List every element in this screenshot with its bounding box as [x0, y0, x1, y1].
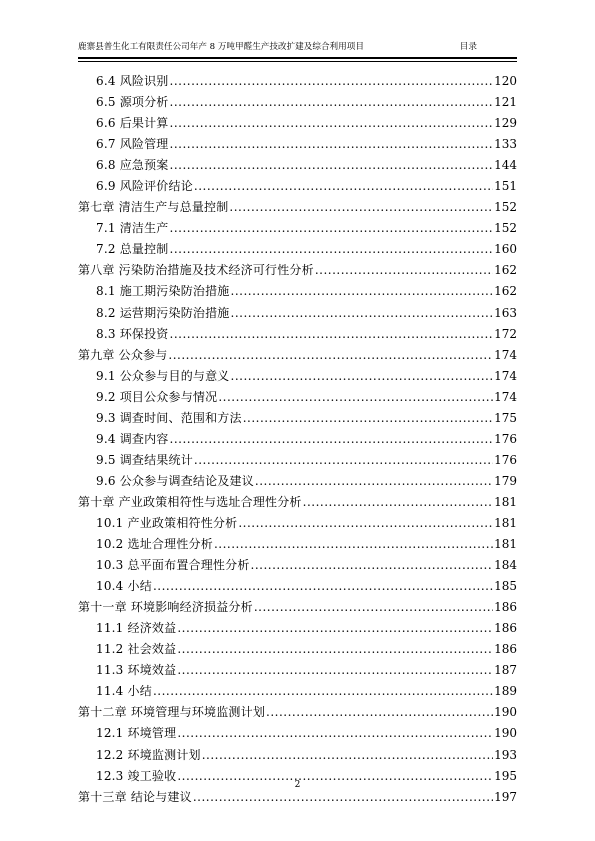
toc-entry-label: 10.3 总平面布置合理性分析 [96, 558, 250, 573]
document-title: 鹿寨县普生化工有限责任公司年产 8 万吨甲醛生产技改扩建及综合利用项目 [78, 42, 364, 52]
toc-section-entry[interactable] [78, 134, 517, 155]
toc-dot-leader [170, 155, 494, 176]
page-number: 2 [294, 780, 301, 790]
toc-entry-label: 10.4 小结 [96, 579, 152, 594]
toc-entry-label: 10.2 选址合理性分析 [96, 537, 213, 552]
toc-entry-page: 174 [494, 389, 517, 404]
toc-entry-label: 第十二章 环境管理与环境监测计划 [78, 705, 266, 720]
toc-section-entry[interactable] [78, 387, 517, 408]
toc-entry-page: 176 [494, 452, 517, 467]
toc-dot-leader [170, 239, 494, 260]
toc-entry-label: 6.9 风险评价结论 [96, 179, 193, 194]
toc-entry-page: 186 [494, 600, 517, 615]
toc-entry-page: 190 [494, 726, 517, 741]
toc-entry-page: 176 [494, 431, 517, 446]
toc-dot-leader [170, 324, 494, 345]
toc-entry-label: 11.2 社会效益 [96, 642, 177, 657]
toc-entry-page: 190 [494, 705, 517, 720]
toc-entry-label: 8.1 施工期污染防治措施 [96, 284, 230, 299]
toc-entry-page: 189 [494, 684, 517, 699]
toc-entry-label: 7.2 总量控制 [96, 242, 169, 257]
toc-section-entry[interactable] [78, 366, 517, 387]
toc-section-entry[interactable] [78, 745, 517, 766]
toc-entry-label: 第八章 污染防治措施及技术经济可行性分析 [78, 263, 314, 278]
toc-entry-label: 9.1 公众参与目的与意义 [96, 368, 230, 383]
toc-dot-leader [170, 71, 494, 92]
toc-dot-leader [194, 176, 493, 197]
toc-chapter-entry[interactable] [78, 345, 517, 366]
toc-section-entry[interactable] [78, 71, 517, 92]
toc-entry-label: 9.3 调查时间、范围和方法 [96, 410, 242, 425]
toc-dot-leader [243, 408, 493, 429]
toc-entry-label: 9.4 调查内容 [96, 431, 169, 446]
toc-dot-leader [177, 639, 493, 660]
header-rule-thin [78, 61, 517, 62]
toc-dot-leader [229, 197, 493, 218]
toc-entry-page: 162 [494, 284, 517, 299]
toc-entry-page: 163 [494, 305, 517, 320]
toc-dot-leader [231, 281, 494, 302]
toc-section-entry[interactable] [78, 576, 517, 597]
toc-dot-leader [194, 450, 493, 471]
toc-entry-label: 7.1 清洁生产 [96, 221, 169, 236]
toc-section-entry[interactable] [78, 155, 517, 176]
toc-section-entry[interactable] [78, 513, 517, 534]
toc-dot-leader [254, 597, 493, 618]
toc-entry-page: 179 [494, 473, 517, 488]
toc-entry-page: 185 [494, 579, 517, 594]
toc-dot-leader [214, 534, 493, 555]
toc-dot-leader [170, 429, 494, 450]
toc-entry-label: 第七章 清洁生产与总量控制 [78, 200, 229, 215]
toc-entry-label: 6.7 风险管理 [96, 137, 169, 152]
toc-entry-label: 第十三章 结论与建议 [78, 789, 192, 804]
toc-entry-page: 193 [494, 747, 517, 762]
toc-section-entry[interactable] [78, 555, 517, 576]
toc-entry-page: 186 [494, 642, 517, 657]
toc-dot-leader [231, 303, 494, 324]
toc-section-entry[interactable] [78, 471, 517, 492]
toc-dot-leader [177, 660, 493, 681]
toc-entry-page: 174 [494, 347, 517, 362]
toc-entry-label: 第十一章 环境影响经济损益分析 [78, 600, 253, 615]
toc-dot-leader [251, 555, 494, 576]
toc-section-entry[interactable] [78, 681, 517, 702]
toc-dot-leader [170, 92, 494, 113]
toc-section-entry[interactable] [78, 324, 517, 345]
toc-entry-label: 9.6 公众参与调查结论及建议 [96, 473, 254, 488]
section-label: 目录 [459, 42, 477, 52]
toc-dot-leader [218, 387, 493, 408]
toc-entry-page: 129 [494, 116, 517, 131]
toc-entry-label: 12.2 环境监测计划 [96, 747, 201, 762]
toc-entry-page: 120 [494, 74, 517, 88]
toc-dot-leader [315, 260, 493, 281]
toc-dot-leader [202, 745, 493, 766]
toc-entry-label: 6.4 风险识别 [96, 74, 169, 88]
toc-section-entry[interactable] [78, 723, 517, 744]
toc-section-entry[interactable] [78, 639, 517, 660]
toc-entry-label: 10.1 产业政策相符性分析 [96, 515, 238, 530]
toc-dot-leader [168, 345, 493, 366]
table-of-contents [78, 71, 517, 808]
toc-entry-label: 9.2 项目公众参与情况 [96, 389, 218, 404]
toc-entry-label: 12.3 竣工验收 [96, 768, 177, 783]
toc-chapter-entry[interactable] [78, 597, 517, 618]
toc-entry-page: 174 [494, 368, 517, 383]
toc-entry-page: 121 [494, 95, 517, 110]
toc-entry-page: 172 [494, 326, 517, 341]
toc-dot-leader [177, 723, 493, 744]
toc-section-entry[interactable] [78, 450, 517, 471]
toc-section-entry[interactable] [78, 303, 517, 324]
toc-entry-page: 152 [494, 200, 517, 215]
toc-entry-page: 181 [494, 515, 517, 530]
toc-dot-leader [266, 702, 493, 723]
toc-entry-page: 144 [494, 158, 517, 173]
toc-entry-page: 181 [494, 537, 517, 552]
toc-entry-page: 160 [494, 242, 517, 257]
toc-entry-page: 184 [494, 558, 517, 573]
toc-chapter-entry[interactable] [78, 702, 517, 723]
toc-entry-page: 197 [494, 789, 517, 804]
toc-dot-leader [170, 134, 494, 155]
toc-dot-leader [153, 681, 493, 702]
toc-entry-label: 6.6 后果计算 [96, 116, 169, 131]
toc-entry-label: 第十章 产业政策相符性与选址合理性分析 [78, 494, 302, 509]
toc-entry-page: 186 [494, 621, 517, 636]
toc-section-entry[interactable] [78, 408, 517, 429]
toc-section-entry[interactable] [78, 218, 517, 239]
toc-entry-label: 11.1 经济效益 [96, 621, 177, 636]
toc-dot-leader [177, 618, 493, 639]
toc-section-entry[interactable] [78, 113, 517, 134]
toc-section-entry[interactable] [78, 429, 517, 450]
toc-entry-label: 第九章 公众参与 [78, 347, 168, 362]
toc-section-entry[interactable] [78, 281, 517, 302]
toc-dot-leader [231, 366, 494, 387]
toc-section-entry[interactable] [78, 534, 517, 555]
toc-entry-label: 11.4 小结 [96, 684, 152, 699]
toc-dot-leader [238, 513, 493, 534]
toc-dot-leader [170, 113, 494, 134]
toc-section-entry[interactable] [78, 660, 517, 681]
toc-dot-leader [153, 576, 493, 597]
toc-entry-label: 11.3 环境效益 [96, 663, 177, 678]
running-header [78, 40, 517, 55]
toc-chapter-entry[interactable] [78, 492, 517, 513]
toc-entry-page: 133 [494, 137, 517, 152]
header-rule-thick [78, 57, 517, 59]
toc-section-entry[interactable] [78, 176, 517, 197]
toc-entry-page: 195 [494, 768, 517, 783]
toc-entry-label: 8.2 运营期污染防治措施 [96, 305, 230, 320]
toc-entry-label: 9.5 调查结果统计 [96, 452, 193, 467]
toc-chapter-entry[interactable] [78, 197, 517, 218]
toc-entry-label: 6.5 源项分析 [96, 95, 169, 110]
toc-entry-label: 8.3 环保投资 [96, 326, 169, 341]
toc-dot-leader [303, 492, 493, 513]
toc-entry-page: 151 [494, 179, 517, 194]
toc-dot-leader [170, 218, 494, 239]
toc-section-entry[interactable] [78, 239, 517, 260]
toc-entry-page: 175 [494, 410, 517, 425]
toc-entry-page: 187 [494, 663, 517, 678]
toc-entry-label: 12.1 环境管理 [96, 726, 177, 741]
toc-section-entry[interactable] [78, 92, 517, 113]
toc-chapter-entry[interactable] [78, 260, 517, 281]
toc-dot-leader [255, 471, 493, 492]
toc-section-entry[interactable] [78, 618, 517, 639]
toc-entry-page: 152 [494, 221, 517, 236]
toc-entry-label: 6.8 应急预案 [96, 158, 169, 173]
toc-entry-page: 181 [494, 494, 517, 509]
toc-entry-page: 162 [494, 263, 517, 278]
